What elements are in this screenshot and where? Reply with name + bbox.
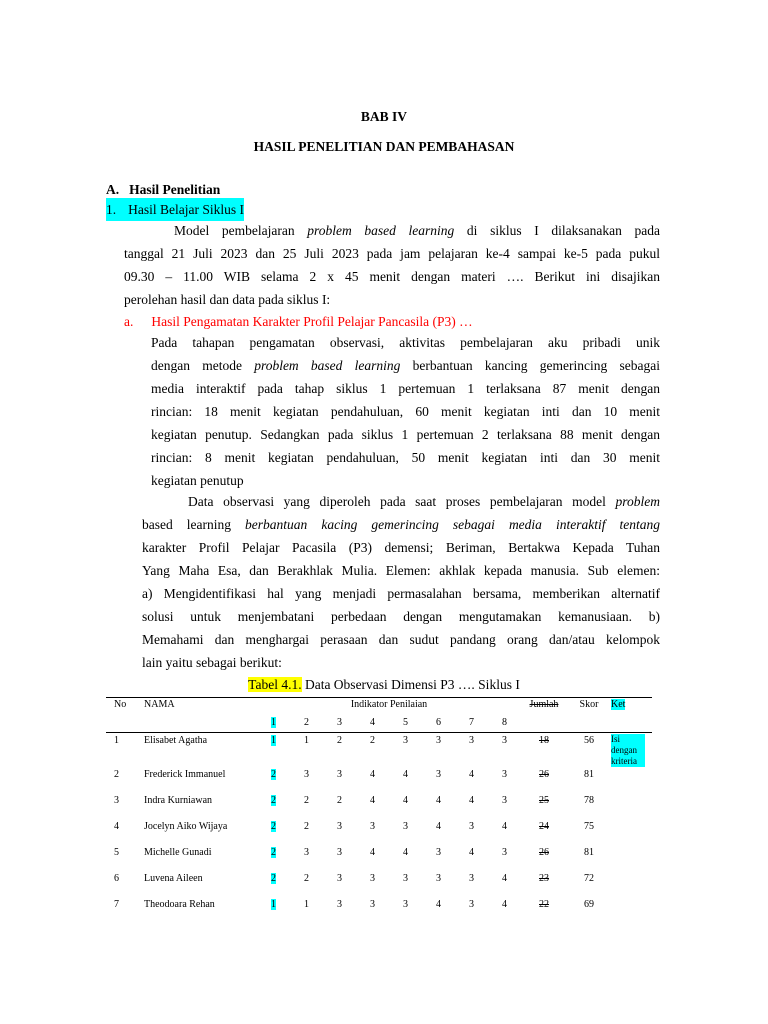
cell-ket [611, 794, 652, 820]
subsection-heading [106, 198, 244, 221]
cell-score: 3 [502, 769, 507, 780]
table-caption-label: Tabel 4.1. [248, 677, 302, 692]
cell-no: 2 [114, 769, 119, 780]
header-ket-value: Ket [611, 699, 626, 710]
paragraph-line [142, 536, 660, 559]
italic-term: berbantuan kacing gemerincing sebagai media interaktif tentang [231, 517, 661, 532]
sub-a-title: Hasil Pengamatan Karakter Profil Pelajar Pancasila (P3) … [151, 314, 473, 329]
cell-score: 3 [502, 735, 507, 746]
text-segment: rincian: 18 menit kegiatan pendahuluan, 60 menit kegiatan inti dan 10 menit [151, 404, 660, 419]
cell-score: 2 [304, 873, 309, 884]
cell-nama: Theodoara Rehan [144, 899, 215, 910]
chapter-number: BAB IV [360, 109, 408, 124]
text-segment: tanggal 21 Juli 2023 dan 25 Juli 2023 pada jam pelajaran ke-4 sampai ke-5 pada pukul [124, 246, 660, 261]
cell-score [257, 872, 290, 898]
cell-nama: Michelle Gunadi [144, 847, 212, 858]
paragraph-line [142, 490, 660, 513]
cell-no: 1 [114, 735, 119, 746]
cell-score: 4 [502, 821, 507, 832]
cell-score: 3 [370, 873, 375, 884]
text-segment: di siklus I dilaksanakan pada [454, 223, 660, 238]
cell-skor: 56 [584, 735, 594, 746]
table-row [106, 794, 652, 820]
paragraph-line [151, 469, 660, 492]
cell-jumlah: 26 [539, 847, 549, 858]
table-row [106, 768, 652, 794]
paragraph-line [151, 354, 660, 377]
cell-score [257, 898, 290, 924]
table-caption [0, 673, 768, 696]
header-blank [521, 716, 567, 734]
chapter-title: HASIL PENELITIAN DAN PEMBAHASAN [253, 139, 515, 154]
cell-jumlah: 22 [539, 899, 549, 910]
cell-score: 3 [304, 769, 309, 780]
indicator-number [257, 716, 290, 734]
cell-score: 3 [436, 769, 441, 780]
cell-score: 4 [370, 847, 375, 858]
table-row [106, 872, 652, 898]
cell-score: 2 [304, 795, 309, 806]
cell-score-value: 2 [271, 769, 276, 780]
cell-score: 4 [469, 847, 474, 858]
cell-jumlah: 18 [539, 735, 549, 746]
cell-score: 4 [469, 769, 474, 780]
cell-ket [611, 820, 652, 846]
cell-jumlah: 25 [539, 795, 549, 806]
cell-score [257, 768, 290, 794]
section-title: Hasil Penelitian [129, 182, 221, 197]
text-segment: berbantuan kancing gemerincing sebagai [400, 358, 660, 373]
cell-score: 3 [469, 873, 474, 884]
cell-score: 4 [370, 769, 375, 780]
cell-score: 4 [403, 769, 408, 780]
cell-score-value: 2 [271, 821, 276, 832]
indicator-number: 6 [436, 717, 441, 728]
cell-skor: 78 [584, 795, 594, 806]
cell-score-value: 1 [271, 735, 276, 746]
cell-score: 3 [403, 821, 408, 832]
text-segment: media interaktif pada tahap siklus 1 pertemuan 1 terlaksana 87 menit dengan [151, 381, 660, 396]
indicator-number: 8 [502, 717, 507, 728]
cell-score [257, 734, 290, 768]
cell-skor: 81 [584, 847, 594, 858]
header-blank [106, 716, 144, 734]
cell-nama: Jocelyn Aiko Wijaya [144, 821, 228, 832]
paragraph-line [142, 605, 660, 628]
cell-score [257, 794, 290, 820]
cell-skor: 72 [584, 873, 594, 884]
cell-ket-value: Isi dengan kriteria [611, 734, 645, 767]
header-jumlah: Jumlah [529, 699, 559, 710]
cell-score: 3 [403, 735, 408, 746]
cell-score: 4 [502, 873, 507, 884]
section-letter: A. [106, 182, 120, 197]
cell-score: 1 [304, 735, 309, 746]
text-segment: a) Mengidentifikasi hal yang menjadi permasalahan bersama, memberikan alternatif [142, 586, 660, 601]
cell-score: 3 [304, 847, 309, 858]
cell-score: 2 [337, 795, 342, 806]
text-segment: perolehan hasil dan data pada siklus I: [124, 292, 331, 307]
text-segment: rincian: 8 menit kegiatan pendahuluan, 50 menit kegiatan inti dan 30 menit [151, 450, 660, 465]
cell-score: 3 [436, 873, 441, 884]
cell-score: 3 [469, 735, 474, 746]
table-header-row [106, 698, 652, 716]
cell-score: 3 [403, 873, 408, 884]
cell-no: 4 [114, 821, 119, 832]
cell-skor: 81 [584, 769, 594, 780]
text-segment: karakter Profil Pelajar Pacasila (P3) demensi; Beriman, Bertakwa Kepada Tuhan [142, 540, 660, 555]
cell-score-value: 1 [271, 899, 276, 910]
text-segment: kegiatan penutup. Sedangkan pada siklus 1 pertemuan 2 terlaksana 88 menit dengan [151, 427, 660, 442]
cell-no: 3 [114, 795, 119, 806]
table-caption-text: Data Observasi Dimensi P3 …. Siklus I [301, 677, 520, 692]
cell-score-value: 2 [271, 795, 276, 806]
paragraph-line [151, 446, 660, 469]
cell-score: 3 [436, 735, 441, 746]
cell-score: 4 [469, 795, 474, 806]
paragraph-line [124, 219, 660, 242]
paragraph-line [151, 331, 660, 354]
paragraph-line [142, 628, 660, 651]
paragraph-observation-time [151, 331, 660, 492]
header-nama: NAMA [144, 699, 175, 710]
text-segment: kegiatan penutup [151, 473, 244, 488]
paragraph-line [151, 377, 660, 400]
indicator-number-value: 1 [271, 717, 276, 728]
cell-nama: Indra Kurniawan [144, 795, 213, 806]
cell-skor: 69 [584, 899, 594, 910]
cell-score: 3 [436, 847, 441, 858]
paragraph-line [142, 651, 660, 674]
indicator-number: 7 [469, 717, 474, 728]
cell-ket [611, 846, 652, 872]
cell-nama: Frederick Immanuel [144, 769, 226, 780]
text-segment: solusi untuk menjembatani perbedaan dengan mengutamakan kemanusiaan. b) [142, 609, 660, 624]
text-segment: Pada tahapan pengamatan observasi, aktivitas pembelajaran aku pribadi unik [151, 335, 660, 350]
cell-score: 3 [469, 899, 474, 910]
cell-score: 3 [502, 847, 507, 858]
cell-score: 4 [502, 899, 507, 910]
table-row [106, 734, 652, 768]
cell-nama: Elisabet Agatha [144, 735, 208, 746]
cell-score: 2 [304, 821, 309, 832]
cell-no: 7 [114, 899, 119, 910]
cell-score: 3 [337, 899, 342, 910]
header-ket [611, 698, 652, 716]
cell-score: 4 [370, 795, 375, 806]
paragraph-line [124, 242, 660, 265]
text-segment: 09.30 – 11.00 WIB selama 2 x 45 menit dengan materi …. Berikut ini disajikan [124, 269, 660, 284]
text-segment: Yang Maha Esa, dan Berakhlak Mulia. Elemen: akhlak kepada manusia. Sub elemen: [142, 563, 660, 578]
text-segment: Memahami dan menghargai perasaan dan sudut pandang orang dan/atau kelompok [142, 632, 660, 647]
header-blank [567, 716, 611, 734]
cell-score: 3 [337, 769, 342, 780]
paragraph-line [151, 400, 660, 423]
table-row [106, 820, 652, 846]
cell-score: 2 [370, 735, 375, 746]
cell-ket [611, 768, 652, 794]
indicator-number: 5 [403, 717, 408, 728]
cell-score: 3 [337, 821, 342, 832]
paragraph-line [142, 513, 660, 536]
text-segment: based learning [142, 517, 232, 532]
cell-score: 4 [436, 899, 441, 910]
cell-nama: Luvena Aileen [144, 873, 203, 884]
table-row [106, 846, 652, 872]
paragraph-line [142, 582, 660, 605]
italic-term: problem based learning [254, 358, 401, 373]
italic-term: problem based learning [307, 223, 455, 238]
indicator-number: 4 [370, 717, 375, 728]
sub-a-letter: a. [124, 314, 134, 329]
paragraph-line [124, 265, 660, 288]
cell-score: 3 [337, 847, 342, 858]
text-segment: lain yaitu sebagai berikut: [142, 655, 282, 670]
text-segment: dengan metode [151, 358, 255, 373]
paragraph-line [142, 559, 660, 582]
cell-skor: 75 [584, 821, 594, 832]
cell-score-value: 2 [271, 873, 276, 884]
cell-no: 5 [114, 847, 119, 858]
table-indicator-row [106, 716, 652, 734]
cell-score: 4 [403, 847, 408, 858]
cell-ket [611, 898, 652, 924]
text-segment: Data observasi yang diperoleh pada saat proses pembelajaran model [188, 494, 616, 509]
cell-score: 3 [403, 899, 408, 910]
cell-score: 4 [436, 795, 441, 806]
header-blank [611, 716, 652, 734]
cell-score: 3 [469, 821, 474, 832]
cell-score-value: 2 [271, 847, 276, 858]
cell-score: 2 [337, 735, 342, 746]
cell-ket [611, 872, 652, 898]
paragraph-line [151, 423, 660, 446]
cell-score [257, 820, 290, 846]
paragraph-line [124, 288, 660, 311]
cell-jumlah: 26 [539, 769, 549, 780]
subsection-title: Hasil Belajar Siklus I [128, 202, 244, 217]
cell-score: 3 [337, 873, 342, 884]
header-no: No [114, 699, 127, 710]
cell-score: 3 [370, 821, 375, 832]
cell-no: 6 [114, 873, 119, 884]
indicator-number: 3 [337, 717, 342, 728]
cell-score: 1 [304, 899, 309, 910]
cell-jumlah: 23 [539, 873, 549, 884]
indicator-number: 2 [304, 717, 309, 728]
header-blank [144, 716, 257, 734]
cell-ket [611, 734, 652, 768]
cell-score: 4 [403, 795, 408, 806]
cell-score: 3 [502, 795, 507, 806]
table-row [106, 898, 652, 924]
subsection-number: 1. [106, 202, 117, 217]
header-skor: Skor [579, 699, 599, 710]
paragraph-observation-data [142, 490, 660, 674]
italic-term: problem [615, 494, 660, 509]
sub-a-heading [124, 310, 473, 333]
cell-score: 4 [436, 821, 441, 832]
text-segment: Model pembelajaran [174, 223, 308, 238]
cell-score [257, 846, 290, 872]
header-indikator: Indikator Penilaian [350, 699, 428, 710]
cell-jumlah: 24 [539, 821, 549, 832]
cell-score: 3 [370, 899, 375, 910]
intro-paragraph [124, 219, 660, 311]
